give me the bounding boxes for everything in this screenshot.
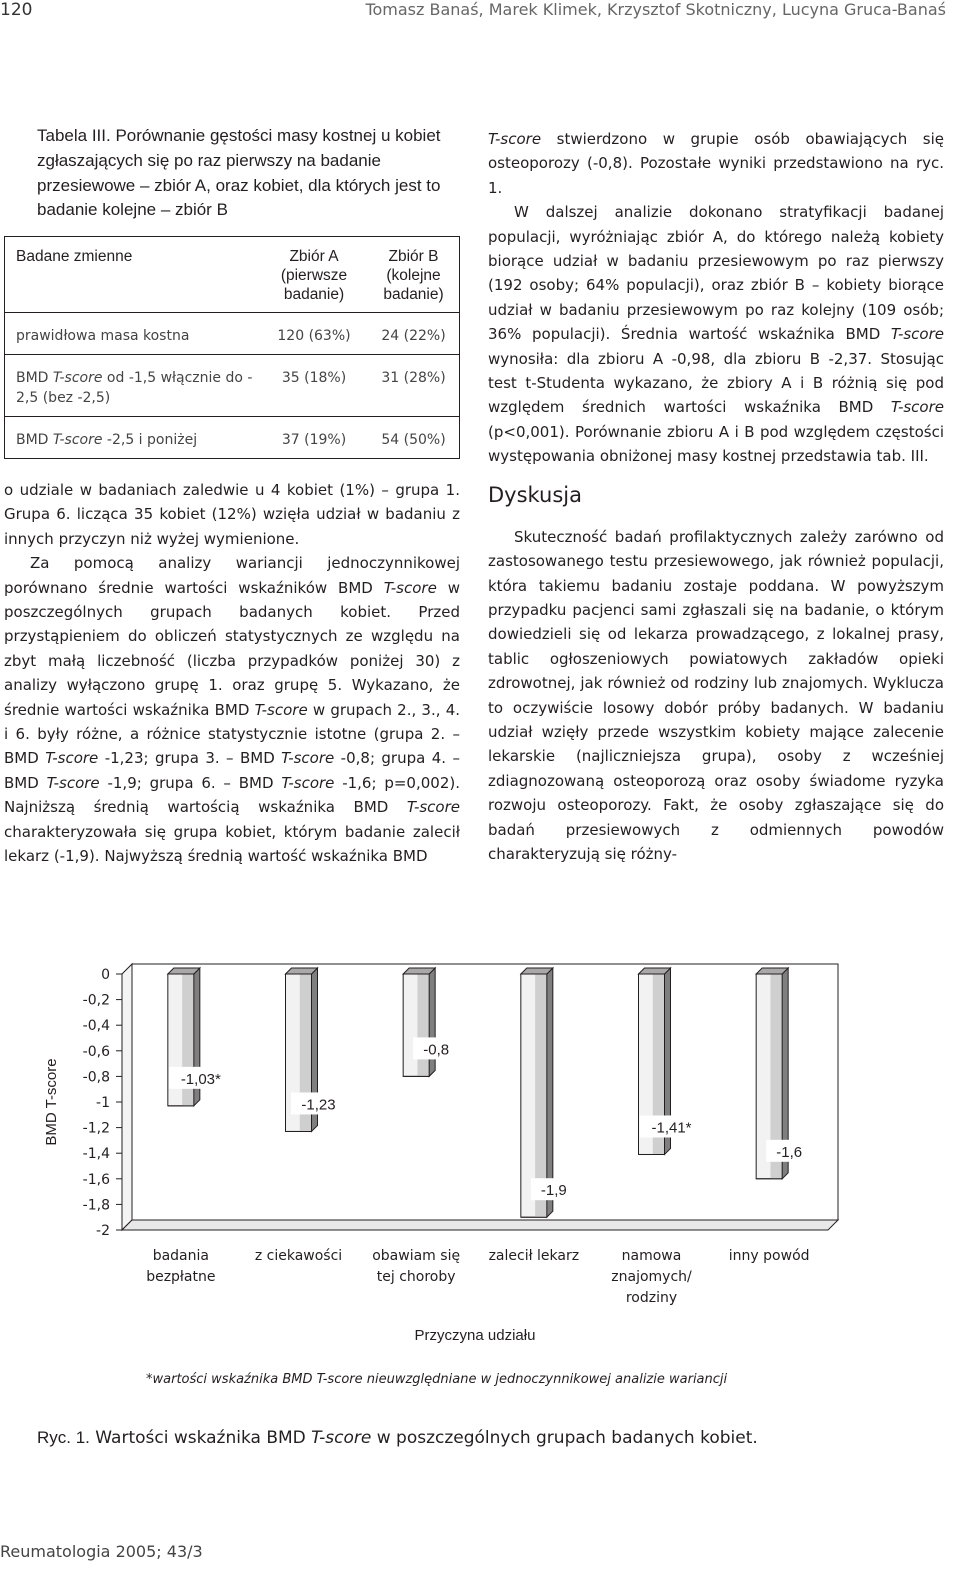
bar-top (286, 968, 318, 974)
y-tick-label: -2 (96, 1223, 110, 1239)
y-tick-label: 0 (101, 967, 110, 983)
x-tick-label: namowa (621, 1248, 682, 1264)
bar-top (521, 968, 553, 974)
right-column-text (488, 127, 944, 866)
bar-top (756, 968, 788, 974)
data-label: -0,8 (423, 1041, 450, 1059)
paragraph: Za pomocą analizy wariancji jednoczynnikowej porównano średnie wartości wskaźników BMD T-score w poszczególnych grupach badanych kobiet. Przed przystąpieniem do obliczeń statystycznych ze względu na zbyt małą liczebność (liczba przypadków poniżej 30) z analizy wyłączono grupę 1. oraz grupę 5. Wykazano, że średnie wartości wskaźnika BMD T-score w grupach 2., 3., 4. i 6. były różne, a różnice statystycznie istotne (grupa 2. – BMD T-score -1,23; grupa 3. – BMD T-score -0,8; grupa 4. – BMD T-score -1,9; grupa 6. – BMD T-score -1,6; p=0,002). Najniższą średnią wartością wskaźnika BMD T-score charakteryzowała się grupa kobiet, którym badanie zalecił lekarz (-1,9). Najwyższą średnią wartość wskaźnika BMD (4, 554, 461, 866)
figure-caption: Ryc. 1. Wartości wskaźnika BMD T-score w poszczególnych grupach badanych kobiet. (37, 1428, 758, 1448)
table-cell-variable: prawidłowa masa kostna (5, 313, 261, 355)
bar-shade (417, 974, 429, 1076)
data-label: -1,41* (651, 1119, 692, 1137)
table-cell-a: 35 (18%) (260, 355, 368, 417)
y-tick-label: -1 (96, 1095, 110, 1111)
table-header-variables: Badane zmienne (5, 237, 261, 313)
y-tick-label: -1,4 (82, 1146, 110, 1163)
table-cell-a: 120 (63%) (260, 313, 368, 355)
data-label: -1,6 (776, 1143, 803, 1161)
bar-chart-svg (0, 930, 960, 1350)
table-row (5, 313, 460, 355)
bar-top (639, 968, 671, 974)
table-cell-a: 37 (19%) (260, 417, 368, 459)
y-tick-label: -1,2 (82, 1120, 110, 1137)
y-tick-label: -1,6 (82, 1171, 110, 1188)
y-tick-label: -0,8 (82, 1069, 110, 1086)
journal-footer: Reumatologia 2005; 43/3 (0, 1542, 203, 1561)
table-cell-variable: BMD T-score -2,5 i poniżej (5, 417, 261, 459)
table-label: Tabela III. (37, 126, 111, 145)
x-tick-label: z ciekawości (254, 1248, 343, 1264)
data-label: -1,23 (301, 1096, 336, 1114)
left-column-text (4, 478, 460, 869)
y-tick-label: -0,4 (82, 1018, 110, 1035)
y-tick-label: -1,8 (82, 1197, 110, 1214)
table-cell-b: 31 (28%) (368, 355, 460, 417)
chart-floor (122, 1220, 838, 1230)
data-label: -1,9 (540, 1182, 567, 1200)
page-number: 120 (0, 0, 33, 20)
table-title: Porównanie gęstości masy kostnej u kobiet zgłaszających się po raz pierwszy na badanie przesiewowe – zbiór A, oraz kobiet, dla których jest to badanie kolejne – zbiór B (37, 126, 441, 220)
x-axis-label: Przyczyna udziału (414, 1327, 536, 1344)
x-tick-label: bezpłatne (146, 1269, 216, 1285)
bar-top (403, 968, 435, 974)
table-header-set-b: Zbiór B (kolejne badanie) (368, 237, 460, 313)
table-cell-b: 24 (22%) (368, 313, 460, 355)
bar-side (429, 968, 435, 1076)
bar-top (168, 968, 200, 974)
paragraph: T-score stwierdzono w grupie osób obawiających się osteoporozy (-0,8). Pozostałe wyniki przedstawiono na ryc. 1. (488, 130, 944, 197)
table-cell-b: 54 (50%) (368, 417, 460, 459)
paragraph: Skuteczność badań profilaktycznych zależy zarówno od zastosowanego testu przesiewowego, jak również populacji, która takiemu badaniu zostaje poddana. W powyższym przypadku pacjenci sami zgłaszali się na badanie, o którym dowiedzieli się od lekarza prowadzącego, z lokalnej prasy, tablic ogłoszeniowych powiatowych zakładów opieki zdrowotnej, jak również od rodziny lub znajomych. Wyklucza to oczywiście losowy dobór próby badanych. W badaniu udział wzięły przede wszystkim kobiety mające zalecenie lekarskie (najliczniejsza grupa), osoby z wcześniej zdiagnozowaną osteoporozą oraz osoby świadome ryzyka rozwoju osteoporozy. Fakt, że osoby zgłaszające się do badań przesiewowych z odmiennych powodów charakteryzują się różny- (488, 527, 944, 863)
figure-label: Ryc. 1. (37, 1428, 90, 1447)
table-row (5, 417, 460, 459)
x-tick-label: zalecił lekarz (488, 1248, 580, 1264)
figure-1-chart (0, 930, 960, 1350)
section-heading-dyskusja: Dyskusja (488, 482, 583, 507)
x-tick-label: obawiam się (372, 1248, 461, 1264)
running-header-authors: Tomasz Banaś, Marek Klimek, Krzysztof Skotniczny, Lucyna Gruca-Banaś (365, 0, 946, 19)
table-caption (37, 124, 465, 223)
paragraph: W dalszej analizie dokonano stratyfikacji badanej populacji, wyróżniając zbiór A, do którego należą kobiety biorące udział w badaniu przesiewowym po raz pierwszy (192 osoby; 64% populacji), oraz zbiór B – kobiety biorące udział w badaniu przesiewowym po raz kolejny (109 osób; 36% populacji). Średnia wartość wskaźnika BMD T-score wynosiła: dla zbioru A -0,98, dla zbioru B -2,37. Stosując test t-Studenta wykazano, że zbiory A i B różnią się pod względem średnich wartości wskaźnika BMD T-score (p<0,001). Porównanie zbioru A i B pod względem częstości występowania obniżonej masy kostnej przedstawia tab. III. (488, 203, 944, 466)
chart-back-wall (132, 964, 838, 1220)
x-tick-label: znajomych/ (611, 1269, 692, 1285)
chart-side-wall (122, 964, 132, 1230)
table-header-row (5, 237, 460, 313)
x-tick-label: rodziny (625, 1290, 678, 1306)
paragraph: o udziale w badaniach zaledwie u 4 kobiet (1%) – grupa 1. Grupa 6. licząca 35 kobiet (12%) wzięła udział w badaniu z innych przyczyn niż wyżej wymienione. (4, 481, 460, 548)
table-header-set-a: Zbiór A (pierwsze badanie) (260, 237, 368, 313)
table-row (5, 355, 460, 417)
table-cell-variable: BMD T-score od -1,5 włącznie do - 2,5 (bez -2,5) (5, 355, 261, 417)
data-label: -1,03* (180, 1070, 221, 1088)
y-axis-label: BMD T-score (43, 1058, 60, 1146)
x-tick-label: tej choroby (376, 1269, 456, 1285)
y-tick-label: -0,6 (82, 1043, 110, 1060)
table-iii (4, 236, 460, 459)
x-tick-label: badania (152, 1248, 209, 1264)
y-tick-label: -0,2 (82, 992, 110, 1009)
x-tick-label: inny powód (728, 1248, 810, 1264)
figure-footnote: *wartości wskaźnika BMD T-score nieuwzględniane w jednoczynnikowej analizie wariancji (146, 1372, 728, 1387)
